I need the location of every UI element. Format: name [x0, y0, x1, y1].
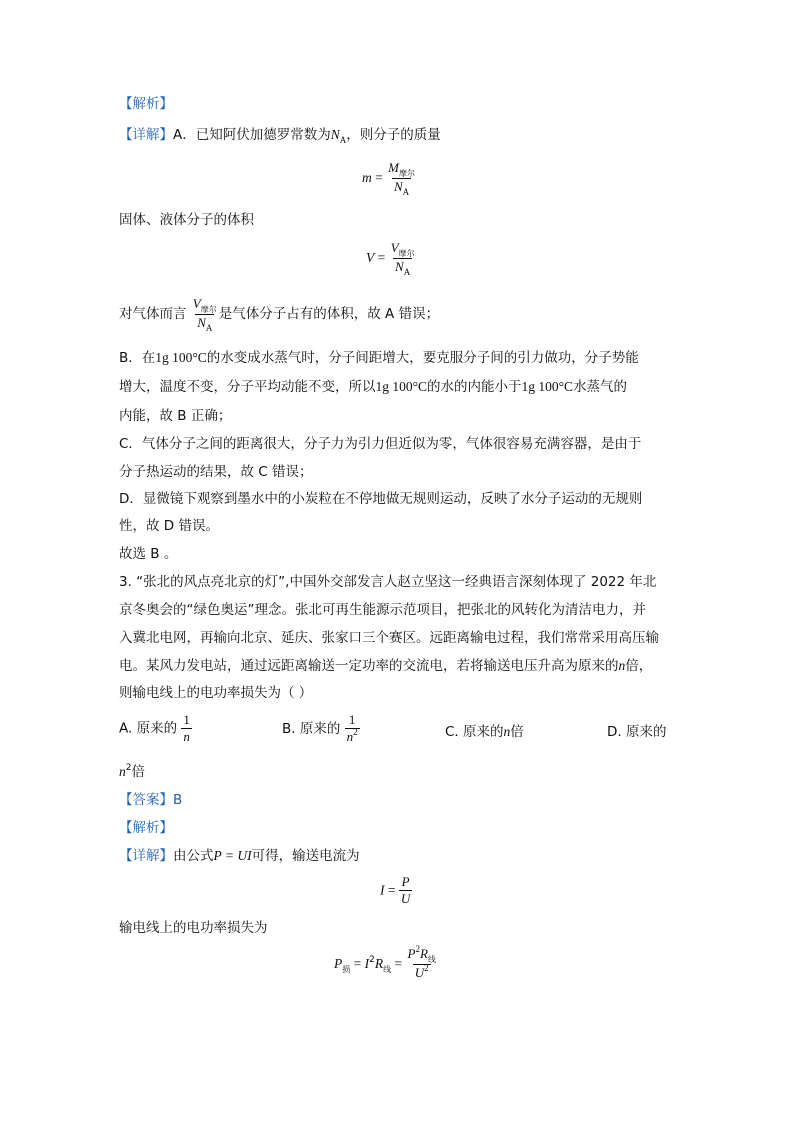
q3-stem-line2: 京冬奥会的“绿色奥运”理念。张北可再生能源示范项目，把张北的风转化为清洁电力，并 — [119, 602, 646, 618]
q3-stem-line5: 则输电线上的电功率损失为（ ） — [119, 685, 313, 701]
q3-detail-line: 【详解】由公式P = UI可得，输送电流为 — [119, 848, 360, 864]
choice-line: 故选 B 。 — [119, 546, 178, 562]
q3-stem-line1: 3. “张北的风点亮北京的灯”,中国外交部发言人赵立坚这一经典语言深刻体现了 2022 年北 — [119, 574, 657, 590]
option-b-line3: 内能，故 B 正确； — [119, 408, 232, 424]
loss-text: 输电线上的电功率损失为 — [119, 920, 268, 936]
option-b[interactable]: B. 原来的 $\frac{1}{n^2}$ — [282, 712, 358, 744]
option-c-line1: C．气体分子之间的距离很大，分子力为引力但近似为零，气体很容易充满容器，是由于 — [119, 436, 642, 452]
option-d-line2: 性，故 D 错误。 — [119, 518, 219, 534]
answer-tag: 【答案】B — [119, 792, 183, 808]
detail-tag: 【详解】 — [119, 127, 173, 143]
formula-power-loss: $P_损 = I^2R_线$ = $\frac{P^2R_线}{U^2}$ — [334, 944, 436, 980]
formula-mass: m = $\frac{M_{摩尔}}{N_A}$ — [362, 160, 415, 197]
formula-current: I = $\frac{P}{U}$ — [380, 874, 411, 906]
q3-stem-line4: 电。某风力发电站，通过远距离输送一定功率的交流电，若将输送电压升高为原来的n倍， — [119, 658, 653, 674]
q3-stem-line3: 入冀北电网，再输向北京、延庆、张家口三个赛区。远距离输电过程，我们常常采用高压输 — [119, 630, 659, 646]
option-c[interactable]: C. 原来的n倍 — [445, 724, 524, 740]
detail-line-a: 【详解】A．已知阿伏加德罗常数为$N_A$，则分子的质量 — [119, 127, 441, 145]
analysis-tag: 【解析】 — [119, 96, 173, 112]
option-a[interactable]: A. 原来的 $\frac{1}{n}$ — [119, 712, 190, 744]
q3-analysis-tag: 【解析】 — [119, 820, 173, 836]
gas-volume-line: 对气体而言 $\frac{V_{摩尔}}{N_A}$ 是气体分子占有的体积，故 A 错误； — [119, 296, 440, 333]
option-c-line2: 分子热运动的结果，故 C 错误； — [119, 464, 313, 480]
option-b-line1: B．在1g 100°C的水变成水蒸气时，分子间距增大，要克服分子间的引力做功，分子势能 — [119, 350, 639, 366]
option-d-continued: $n^2$倍 — [119, 763, 145, 780]
option-d[interactable]: D. 原来的 — [607, 724, 667, 740]
option-b-line2: 增大，温度不变，分子平均动能不变，所以1g 100°C的水的内能小于1g 100°C水蒸气的 — [119, 379, 628, 395]
option-d-line1: D．显微镜下观察到墨水中的小炭粒在不停地做无规则运动，反映了水分子运动的无规则 — [119, 491, 643, 507]
solid-liquid-text: 固体、液体分子的体积 — [119, 212, 254, 228]
a-intro: A．已知阿伏加德罗常数为 — [173, 127, 331, 143]
formula-volume: V = $\frac{V_{摩尔}}{N_A}$ — [366, 240, 415, 277]
